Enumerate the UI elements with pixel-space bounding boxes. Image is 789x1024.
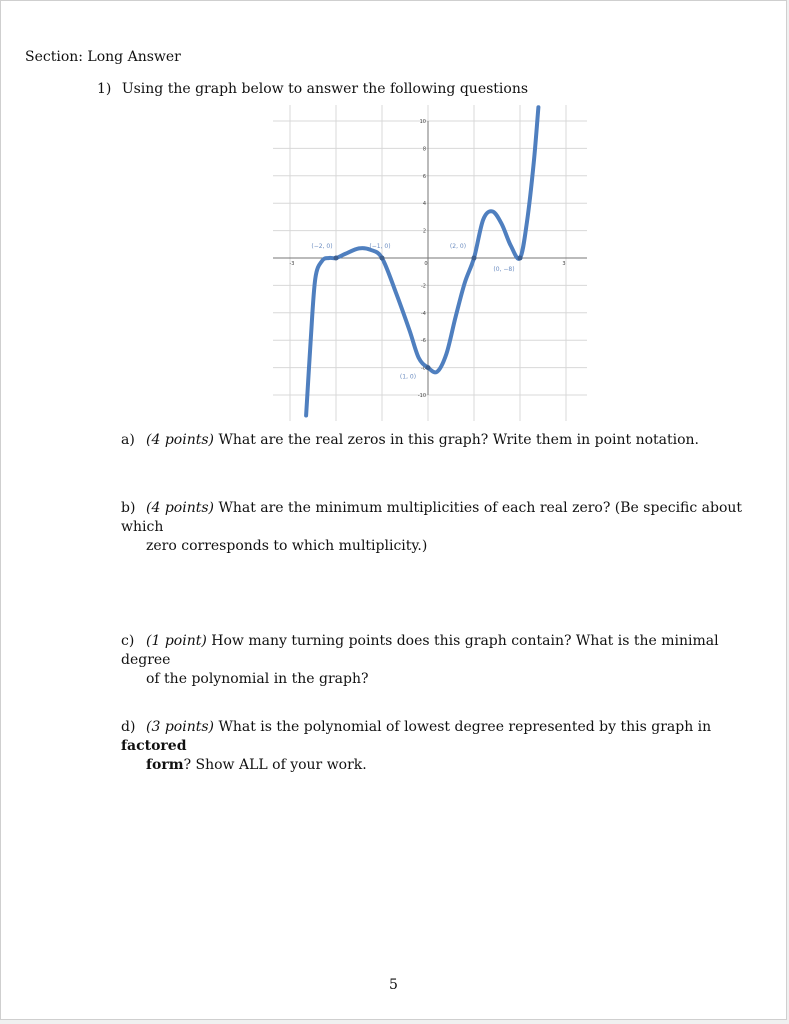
part-b-label: b) <box>121 500 136 516</box>
y-tick-label: -6 <box>421 338 426 345</box>
y-tick-label: 8 <box>422 146 426 153</box>
part-a-points: (4 points) <box>146 432 214 448</box>
x-tick-label: 0 <box>424 261 428 267</box>
part-c-text-line1: How many turning points does this graph contain? What is the minimal degree <box>121 633 719 668</box>
part-d-bold-factored: factored <box>121 738 187 754</box>
y-tick-label: 2 <box>422 228 426 235</box>
question-intro <box>97 81 528 97</box>
point-label: (2, 0) <box>449 243 467 250</box>
part-d-text-line1: What is the polynomial of lowest degree represented by this graph in <box>218 719 712 735</box>
part-c-label: c) <box>121 633 135 649</box>
part-d-text-line2: ? Show ALL of your work. <box>183 757 367 773</box>
point-label: (−1, 0) <box>369 243 391 250</box>
polynomial-graph <box>273 105 587 421</box>
part-d <box>121 718 749 775</box>
graph-axes <box>273 121 587 395</box>
point-marker <box>472 256 477 261</box>
point-marker <box>426 365 431 370</box>
point-marker <box>518 256 523 261</box>
point-label: (−2, 0) <box>311 243 333 250</box>
part-c-points: (1 point) <box>146 633 207 649</box>
x-tick-labels <box>290 261 566 267</box>
y-tick-label: -8 <box>421 365 426 372</box>
y-tick-label: -2 <box>421 283 426 290</box>
part-b-text-line2: zero corresponds to which multiplicity.) <box>146 538 428 554</box>
section-title: Section: Long Answer <box>25 49 181 65</box>
question-number: 1) <box>97 81 112 97</box>
point-label: (0, −8) <box>493 266 515 273</box>
part-d-points: (3 points) <box>146 719 214 735</box>
y-tick-label: -4 <box>421 310 426 317</box>
part-d-label: d) <box>121 719 136 735</box>
y-tick-label: 6 <box>422 173 426 180</box>
part-d-bold-form: form <box>146 757 184 773</box>
part-c <box>121 632 749 689</box>
part-b-points: (4 points) <box>146 500 214 516</box>
question-text: Using the graph below to answer the following questions <box>121 81 529 97</box>
part-a-text: What are the real zeros in this graph? Write them in point notation. <box>218 432 699 448</box>
x-tick-label: 3 <box>562 261 566 267</box>
point-marker <box>380 256 385 261</box>
part-c-text-line2: of the polynomial in the graph? <box>146 671 369 687</box>
point-label: (1, 0) <box>399 373 417 381</box>
y-tick-label: -10 <box>417 393 426 399</box>
x-tick-label: -3 <box>289 261 295 267</box>
part-a <box>121 431 749 450</box>
part-b-text-line1: What are the minimum multiplicities of each real zero? (Be specific about which <box>121 500 743 535</box>
part-b <box>121 499 749 556</box>
point-marker <box>334 256 339 261</box>
page-number: 5 <box>389 977 398 993</box>
y-tick-label: 4 <box>422 201 426 208</box>
y-tick-label: 10 <box>419 119 426 125</box>
point-labels <box>311 243 514 381</box>
part-a-label: a) <box>121 432 135 448</box>
